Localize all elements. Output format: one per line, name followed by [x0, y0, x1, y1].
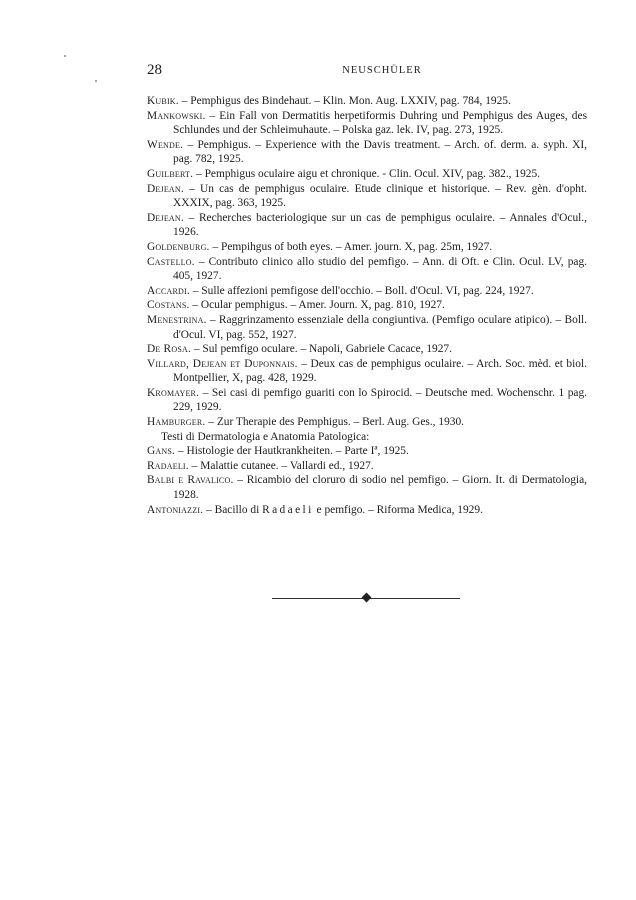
scan-speck [95, 80, 97, 82]
reference-author: Gans. [147, 445, 176, 458]
reference-entry [147, 284, 587, 299]
reference-author: Dejean. [147, 211, 184, 224]
reference-entry [147, 109, 587, 138]
reference-author: Balbi e Ravalico. [147, 474, 234, 487]
bibliography [147, 94, 587, 517]
reference-text: – Zur Therapie des Pemphigus. – Berl. Aug. Ges., 1930. [205, 416, 464, 429]
page-header [147, 62, 587, 82]
reference-entry [147, 182, 587, 211]
reference-text: – Pemphigus. – Experience with the Davis treatment. – Arch. of. derm. a. syph. XI, pag. 782, 1925. [173, 138, 587, 166]
reference-entry [147, 415, 587, 430]
reference-text: – Histologie der Hautkrankheiten. – Parte Iª, 1925. [175, 445, 409, 458]
reference-author: Castello. [147, 255, 195, 268]
reference-text: – Ricambio del cloruro di sodio nel pemfigo. – Giorn. It. di Dermatologia, 1928. [173, 474, 587, 502]
reference-text: – Sul pemfigo oculare. – Napoli, Gabriele Cacace, 1927. [191, 343, 452, 356]
section-subheading: Testi di Dermatologia e Anatomia Patologica: [161, 430, 370, 443]
reference-author: Costans. [147, 299, 190, 312]
reference-author: Antoniazzi. [147, 503, 204, 516]
reference-text: – Un cas de pemphigus oculaire. Etude clinique et historique. – Rev. gèn. d'opht. XXXIX, pag. 363, 1925. [173, 182, 587, 210]
reference-text: – Deux cas de pemphigus oculaire. – Arch. Soc. mèd. et biol. Montpellier, X, pag. 428, 1929. [173, 357, 588, 385]
reference-entry [147, 503, 587, 518]
reference-text: – Ein Fall von Dermatitis herpetiformis Duhring und Pemphigus des Auges, des Schlundes und der Schleimuhaute. – Polska gaz. lek. IV, pag. 273, 1925. [173, 109, 587, 137]
reference-entry [147, 444, 587, 459]
reference-author: Kromayer. [147, 386, 200, 399]
reference-text: – Sei casi di pemfigo guariti con lo Spirocid. – Deutsche med. Wochenschr. 1 pag. 229, 1929. [173, 386, 587, 414]
reference-entry [147, 167, 587, 182]
reference-text: – Pemphigus des Bindehaut. – Klin. Mon. Aug. LXXIV, pag. 784, 1925. [178, 95, 511, 107]
reference-entry [147, 357, 587, 386]
reference-entry [147, 94, 587, 109]
reference-text: – Bacillo di [203, 503, 263, 516]
reference-author: Guilbert. [147, 167, 194, 180]
reference-author: De Rosa. [147, 343, 192, 356]
reference-entry [147, 313, 587, 342]
reference-text: – Malattie cutanee. – Vallardi ed., 1927. [188, 459, 374, 472]
reference-entry [147, 211, 587, 240]
scan-speck [64, 55, 66, 57]
reference-entry [147, 240, 587, 255]
reference-entry [147, 255, 587, 284]
reference-text: – Pempihgus of both eyes. – Amer. journ. X, pag. 25m, 1927. [209, 240, 493, 253]
reference-text: – Ocular pemphigus. – Amer. Journ. X, pag. 810, 1927. [189, 299, 445, 312]
reference-author: Hamburger. [147, 416, 206, 429]
reference-spaced-name: Radaeli [262, 503, 314, 516]
reference-entry [147, 298, 587, 313]
reference-text: – Raggrinzamento essenziale della congiuntiva. (Pemfigo oculare atipico). – Boll. d'Ocul. VI, pag. 552, 1927. [173, 313, 587, 341]
page-number: 28 [147, 62, 162, 78]
reference-author: Kubik. [147, 95, 179, 107]
reference-author: Wende. [147, 138, 184, 151]
reference-text: e pemfigo. – Riforma Medica, 1929. [313, 503, 483, 516]
reference-author: Goldenburg. [147, 240, 210, 253]
reference-entry [147, 473, 587, 502]
reference-entry [147, 138, 587, 167]
reference-author: Menestrina. [147, 313, 207, 326]
running-head: NEUSCHÜLER [342, 65, 422, 76]
reference-author: Accardi. [147, 284, 190, 297]
reference-entry [147, 459, 587, 474]
reference-text: – Contributo clinico allo studio del pemfigo. – Ann. di Oft. e Clin. Ocul. LV, pag. 405, 1927. [173, 255, 587, 283]
reference-text: – Recherches bacteriologique sur un cas de pemphigus oculaire. – Annales d'Ocul., 1926. [173, 211, 587, 239]
reference-author: Mankowski. [147, 109, 206, 122]
reference-text: – Sulle affezioni pemfigose dell'occhio. – Boll. d'Ocul. VI, pag. 224, 1927. [189, 284, 534, 297]
reference-author: Radaeli. [147, 459, 189, 472]
reference-text: – Pemphigus oculaire aigu et chronique. - Clin. Ocul. XIV, pag. 382., 1925. [193, 167, 541, 180]
diamond-icon [362, 593, 372, 603]
reference-author: Dejean. [147, 182, 184, 195]
reference-author: Villard, Dejean et Duponnais. [147, 357, 298, 370]
reference-entry [147, 386, 587, 415]
reference-entry [147, 342, 587, 357]
